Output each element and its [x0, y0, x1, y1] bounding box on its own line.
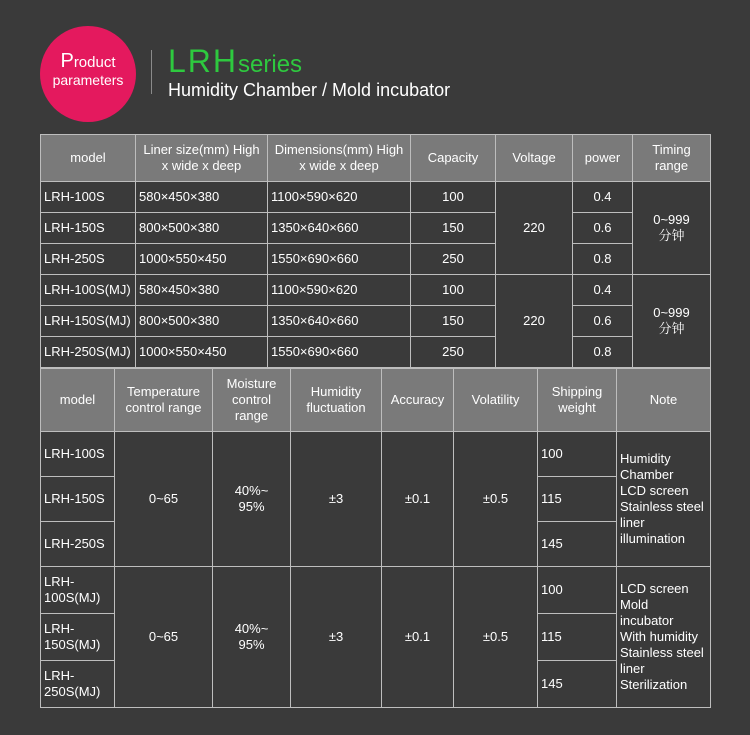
header-cell: Note: [617, 369, 711, 432]
series-title: [168, 44, 302, 85]
moisture-cell: 40%~ 95%: [213, 432, 291, 567]
capacity-cell: 150: [411, 213, 496, 244]
temp-range-cell: 0~65: [115, 432, 213, 567]
liner-cell: 580×450×380: [136, 182, 268, 213]
model-cell: LRH-250S: [41, 244, 136, 275]
model-cell: LRH-250S: [41, 522, 115, 567]
table-header-row: [41, 135, 711, 182]
header-cell: Voltage: [496, 135, 573, 182]
badge-line1: roduct: [73, 54, 116, 71]
table-row: [41, 306, 711, 337]
header-cell: Timing range: [633, 135, 711, 182]
power-cell: 0.6: [573, 306, 633, 337]
table-row: [41, 567, 711, 614]
header-cell: Moisture control range: [213, 369, 291, 432]
header-cell: Dimensions(mm) High x wide x deep: [268, 135, 411, 182]
model-cell: LRH-100S: [41, 182, 136, 213]
power-cell: 0.4: [573, 275, 633, 306]
header-cell: Volatility: [454, 369, 538, 432]
capacity-cell: 150: [411, 306, 496, 337]
accuracy-cell: ±0.1: [382, 432, 454, 567]
liner-cell: 800×500×380: [136, 213, 268, 244]
timing-cell: 0~999 分钟: [633, 182, 711, 275]
capacity-cell: 250: [411, 337, 496, 368]
weight-cell: 100: [538, 432, 617, 477]
table-row: [41, 213, 711, 244]
model-cell: LRH- 100S(MJ): [41, 567, 115, 614]
liner-cell: 1000×550×450: [136, 244, 268, 275]
dims-cell: 1350×640×660: [268, 306, 411, 337]
weight-cell: 145: [538, 522, 617, 567]
model-cell: LRH-150S(MJ): [41, 306, 136, 337]
volatility-cell: ±0.5: [454, 432, 538, 567]
model-cell: LRH- 250S(MJ): [41, 661, 115, 708]
model-cell: LRH-150S: [41, 213, 136, 244]
series-code: LRH: [168, 43, 239, 79]
table-row: [41, 182, 711, 213]
weight-cell: 100: [538, 567, 617, 614]
weight-cell: 115: [538, 614, 617, 661]
liner-cell: 580×450×380: [136, 275, 268, 306]
power-cell: 0.4: [573, 182, 633, 213]
capacity-cell: 100: [411, 275, 496, 306]
fluctuation-cell: ±3: [291, 432, 382, 567]
table-row: [41, 337, 711, 368]
table-row: [41, 275, 711, 306]
badge-first-letter: P: [60, 50, 74, 72]
product-parameters-badge: [40, 26, 136, 122]
model-cell: LRH-100S(MJ): [41, 275, 136, 306]
voltage-cell: 220: [496, 182, 573, 275]
spec-table-performance: [40, 368, 711, 708]
dims-cell: 1100×590×620: [268, 275, 411, 306]
timing-cell: 0~999 分钟: [633, 275, 711, 368]
temp-range-cell: 0~65: [115, 567, 213, 708]
fluctuation-cell: ±3: [291, 567, 382, 708]
weight-cell: 145: [538, 661, 617, 708]
dims-cell: 1550×690×660: [268, 244, 411, 275]
model-cell: LRH-250S(MJ): [41, 337, 136, 368]
weight-cell: 115: [538, 477, 617, 522]
capacity-cell: 250: [411, 244, 496, 275]
moisture-cell: 40%~ 95%: [213, 567, 291, 708]
header-divider: [151, 50, 152, 94]
power-cell: 0.8: [573, 337, 633, 368]
header-cell: Capacity: [411, 135, 496, 182]
volatility-cell: ±0.5: [454, 567, 538, 708]
liner-cell: 800×500×380: [136, 306, 268, 337]
model-cell: LRH- 150S(MJ): [41, 614, 115, 661]
badge-line2: parameters: [52, 72, 124, 88]
spec-table-dimensions: [40, 134, 711, 368]
voltage-cell: 220: [496, 275, 573, 368]
table-row: [41, 432, 711, 477]
capacity-cell: 100: [411, 182, 496, 213]
header-cell: Humidity fluctuation: [291, 369, 382, 432]
model-cell: LRH-150S: [41, 477, 115, 522]
header-cell: power: [573, 135, 633, 182]
series-word: series: [238, 51, 303, 78]
dims-cell: 1100×590×620: [268, 182, 411, 213]
header-cell: Liner size(mm) High x wide x deep: [136, 135, 268, 182]
dims-cell: 1350×640×660: [268, 213, 411, 244]
accuracy-cell: ±0.1: [382, 567, 454, 708]
header-cell: Temperature control range: [115, 369, 213, 432]
power-cell: 0.8: [573, 244, 633, 275]
header-cell: model: [41, 369, 115, 432]
note-cell: Humidity Chamber LCD screen Stainless steel liner illumination: [617, 432, 711, 567]
page-subtitle: Humidity Chamber / Mold incubator: [168, 80, 451, 100]
liner-cell: 1000×550×450: [136, 337, 268, 368]
dims-cell: 1550×690×660: [268, 337, 411, 368]
power-cell: 0.6: [573, 213, 633, 244]
table-header-row: [41, 369, 711, 432]
header-cell: model: [41, 135, 136, 182]
table-row: [41, 244, 711, 275]
header-cell: Accuracy: [382, 369, 454, 432]
note-cell: LCD screen Mold incubator With humidity Stainless steel liner Sterilization: [617, 567, 711, 708]
model-cell: LRH-100S: [41, 432, 115, 477]
header-cell: Shipping weight: [538, 369, 617, 432]
